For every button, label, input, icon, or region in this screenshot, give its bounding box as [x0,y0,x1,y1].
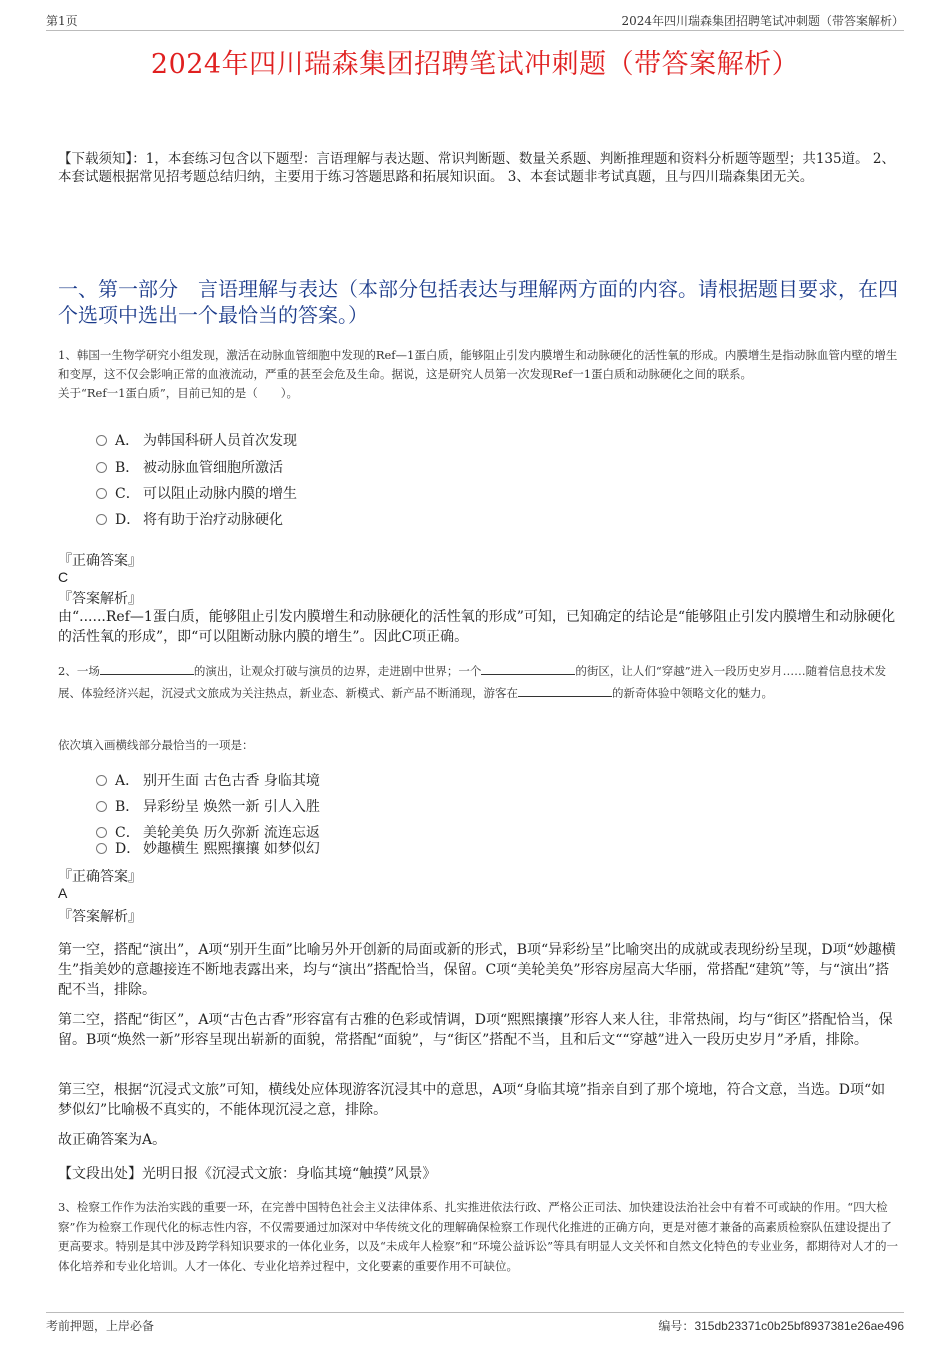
radio-icon[interactable] [96,514,107,525]
header-doc-title: 2024年四川瑞森集团招聘笔试冲刺题（带答案解析） [621,14,904,28]
question-2-answer: A [58,885,68,901]
question-1-analysis: 由“......Ref—1蛋白质，能够阻止引发内膜增生和动脉硬化的活性氧的形成”可知，已知确定的结论是“能够阻止引发内膜增生和动脉硬化的活性氧的形成”，即“可以阻断动脉内膜的增生”。因此C项正确。 [58,609,896,645]
option-d[interactable]: D． 妙趣横生 熙熙攘攘 如梦似幻 [96,838,320,858]
option-a[interactable]: A． 别开生面 古色古香 身临其境 [96,770,320,790]
question-2-source: 【文段出处】光明日报《沉浸式文旅：身临其境“触摸”风景》 [58,1166,437,1182]
fill-blank-2 [481,662,575,675]
option-c[interactable]: C． 可以阻止动脉内膜的增生 [96,483,297,503]
option-c[interactable]: C． 美轮美奂 历久弥新 流连忘返 [96,822,320,842]
fill-blank-3 [518,684,612,697]
radio-icon[interactable] [96,801,107,812]
question-2-analysis-p2: 第二空，搭配“街区”，A项“古色古香”形容富有古雅的色彩或情调，D项“熙熙攘攘”形容人来人往，非常热闹，均与“街区”搭配恰当，保留。B项“焕然一新”形容呈现出崭新的面貌，常搭配“面貌”，与“街区”搭配不当，且和后文““穿越”进入一段历史岁月”矛盾，排除。 [58,1012,893,1048]
radio-icon[interactable] [96,775,107,786]
question-1-prompt: 关于“Ref一1蛋白质”，目前已知的是（ ）。 [58,386,299,400]
footer-slogan: 考前押题，上岸必备 [46,1319,155,1333]
radio-icon[interactable] [96,827,107,838]
question-1 [58,346,898,403]
page-header [46,8,904,31]
question-2-stem: 2、一场 的演出，让观众打破与演员的边界，走进剧中世界；一个 的街区，让人们“穿越”进入一段历史岁月……随着信息技术发展、体验经济兴起，沉浸式文旅成为关注热点，新业态、新模式、新产品不断涌现，游客在 的新奇体验中领略文化的魅力。 [58,664,887,700]
question-2-analysis-p1: 第一空，搭配“演出”，A项“别开生面”比喻另外开创新的局面或新的形式，B项“异彩纷呈”比喻突出的成就或表现纷纷呈现，D项“妙趣横生”指美妙的意趣接连不断地表露出来，均与“演出”搭配恰当，保留。C项“美轮美奂”形容房屋高大华丽，常搭配“建筑”等，与“演出”搭配不当，排除。 [58,942,896,998]
fill-blank-1 [100,662,194,675]
page-footer [46,1312,904,1333]
radio-icon[interactable] [96,462,107,473]
radio-icon[interactable] [96,488,107,499]
question-2-analysis-p3: 第三空，根据“沉浸式文旅”可知，横线处应体现游客沉浸其中的意思，A项“身临其境”指亲自到了那个境地，符合文意，当选。D项“如梦似幻”比喻极不真实的，不能体现沉浸之意，排除。 [58,1082,886,1118]
question-1-answer-label: 『正确答案』 [58,553,142,569]
question-1-answer: C [58,569,69,585]
radio-icon[interactable] [96,843,107,854]
page-number: 第1页 [46,14,78,28]
footer-code: 编号：315db23371c0b25bf8937381e26ae496 [658,1319,904,1333]
question-1-stem: 1、韩国一生物学研究小组发现，激活在动脉血管细胞中发现的Ref—1蛋白质，能够阻止引发内膜增生和动脉硬化的活性氧的形成。内膜增生是指动脉血管内壁的增生和变厚，这不仅会影响正常的血液流动，严重的甚至会危及生命。据说，这是研究人员第一次发现Ref一1蛋白质和动脉硬化之间的联系。 [58,348,898,381]
question-2-prompt: 依次填入画横线部分最恰当的一项是： [58,738,254,752]
option-d[interactable]: D． 将有助于治疗动脉硬化 [96,509,283,529]
question-3-stem: 3、检察工作作为法治实践的重要一环，在完善中国特色社会主义法律体系、扎实推进依法行政、严格公正司法、加快建设法治社会中有着不可或缺的作用。“四大检察”作为检察工作现代化的标志性内容，不仅需要通过加深对中华传统文化的理解确保检察工作现代化推进的正确方向，更是对德才兼备的高素质检察队伍建设提出了更高要求。特别是其中涉及跨学科知识要求的一体化业务，以及“未成年人检察”和“环境公益诉讼”等具有明显人文关怀和自然文化特色的专业业务，都期待对人才的一体化培养和专业化培训。人才一体化、专业化培养过程中，文化要素的重要作用不可缺位。 [58,1200,899,1273]
download-notice: 【下载须知】：1，本套练习包含以下题型：言语理解与表达题、常识判断题、数量关系题、判断推理题和资料分析题等题型；共135道。 2、本套试题根据常见招考题总结归纳，主要用于练习答题思路和拓展知识面。 3、本套试题非考试真题，且与四川瑞森集团无关。 [58,151,895,185]
option-b[interactable]: B． 被动脉血管细胞所激活 [96,457,283,477]
question-2-answer-label: 『正确答案』 [58,869,142,885]
section-heading: 一、第一部分 言语理解与表达（本部分包括表达与理解两方面的内容。请根据题目要求，在四个选项中选出一个最恰当的答案。） [58,277,898,327]
option-a[interactable]: A． 为韩国科研人员首次发现 [96,430,297,450]
question-1-analysis-label: 『答案解析』 [58,591,142,607]
page-title: 2024年四川瑞森集团招聘笔试冲刺题（带答案解析） [150,49,800,80]
question-2-analysis-conclusion: 故正确答案为A。 [58,1132,167,1148]
option-b[interactable]: B． 异彩纷呈 焕然一新 引人入胜 [96,796,320,816]
radio-icon[interactable] [96,435,107,446]
question-2-analysis-label: 『答案解析』 [58,909,142,925]
